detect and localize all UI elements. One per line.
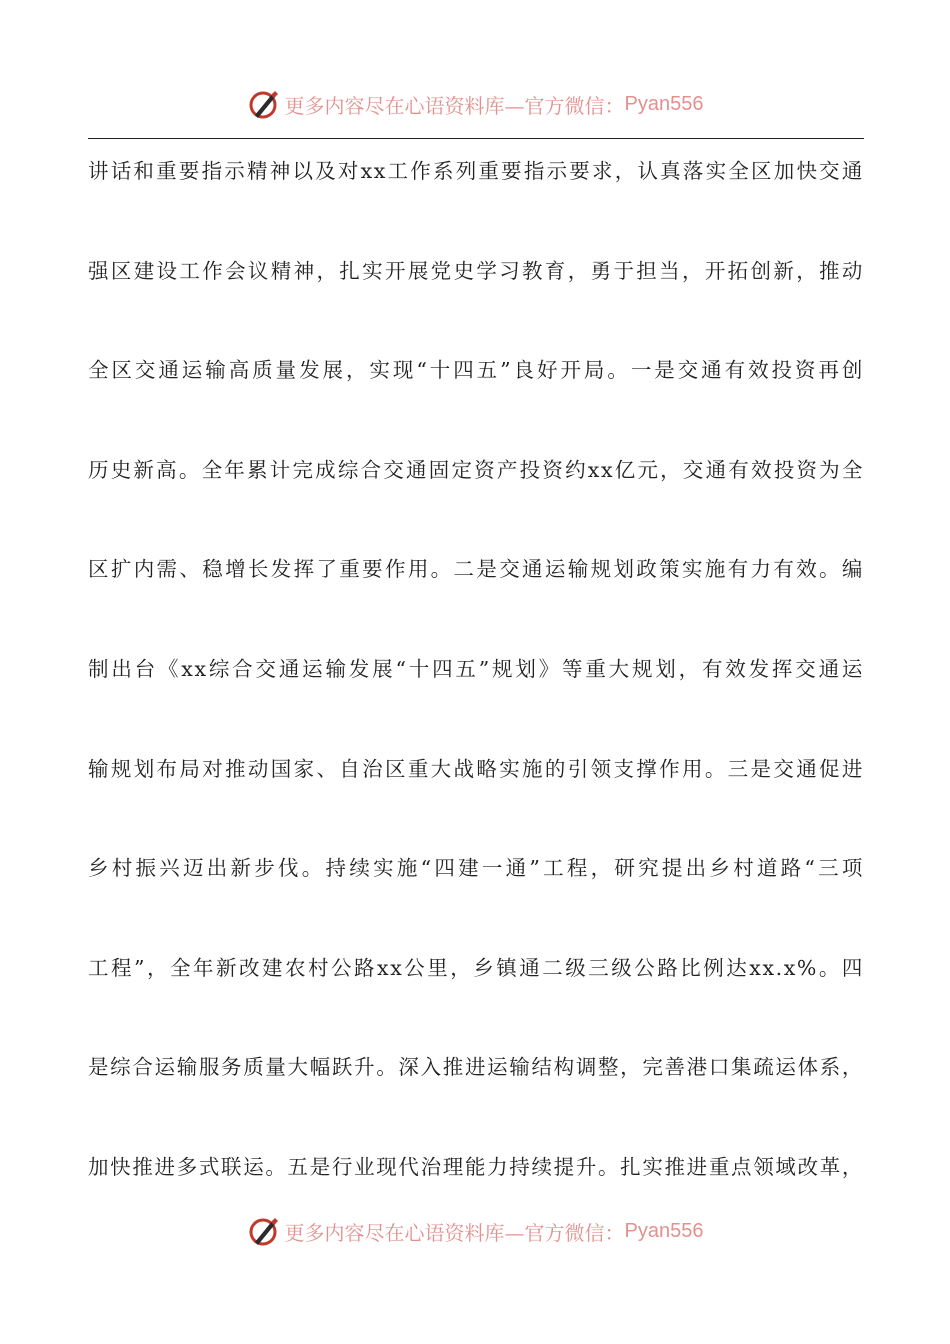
document-body bbox=[88, 146, 864, 1242]
footer-watermark bbox=[0, 1211, 950, 1251]
header-watermark bbox=[0, 84, 950, 124]
header-rule bbox=[88, 138, 864, 139]
text-line: 是综合运输服务质量大幅跃升。深入推进运输结构调整，完善港口集疏运体系， bbox=[88, 1055, 864, 1080]
pen-logo-icon bbox=[247, 87, 281, 121]
pen-logo-icon bbox=[247, 1214, 281, 1248]
watermark-wechat-id: Pyan556 bbox=[624, 1219, 704, 1242]
text-line: 全区交通运输高质量发展，实现“十四五”良好开局。一是交通有效投资再创 bbox=[88, 358, 864, 383]
text-line: 区扩内需、稳增长发挥了重要作用。二是交通运输规划政策实施有力有效。编 bbox=[88, 557, 864, 582]
text-line: 工程”，全年新改建农村公路xx公里，乡镇通二级三级公路比例达xx.x%。四 bbox=[88, 955, 864, 980]
text-line: 历史新高。全年累计完成综合交通固定资产投资约xx亿元，交通有效投资为全 bbox=[88, 457, 864, 482]
watermark-text: 更多内容尽在心语资料库—官方微信： bbox=[284, 1220, 625, 1245]
text-line: 强区建设工作会议精神，扎实开展党史学习教育，勇于担当，开拓创新，推动 bbox=[88, 258, 864, 283]
text-line: 讲话和重要指示精神以及对xx工作系列重要指示要求，认真落实全区加快交通 bbox=[88, 159, 864, 183]
text-line: 加快推进多式联运。五是行业现代治理能力持续提升。扎实推进重点领域改革， bbox=[88, 1154, 864, 1179]
watermark-wechat-id: Pyan556 bbox=[624, 92, 704, 115]
text-line: 输规划布局对推动国家、自治区重大战略实施的引领支撑作用。三是交通促进 bbox=[88, 756, 864, 781]
text-line: 制出台《xx综合交通运输发展“十四五”规划》等重大规划，有效发挥交通运 bbox=[88, 656, 864, 681]
text-line: 乡村振兴迈出新步伐。持续实施“四建一通”工程，研究提出乡村道路“三项 bbox=[88, 856, 864, 881]
watermark-text: 更多内容尽在心语资料库—官方微信： bbox=[284, 93, 625, 118]
